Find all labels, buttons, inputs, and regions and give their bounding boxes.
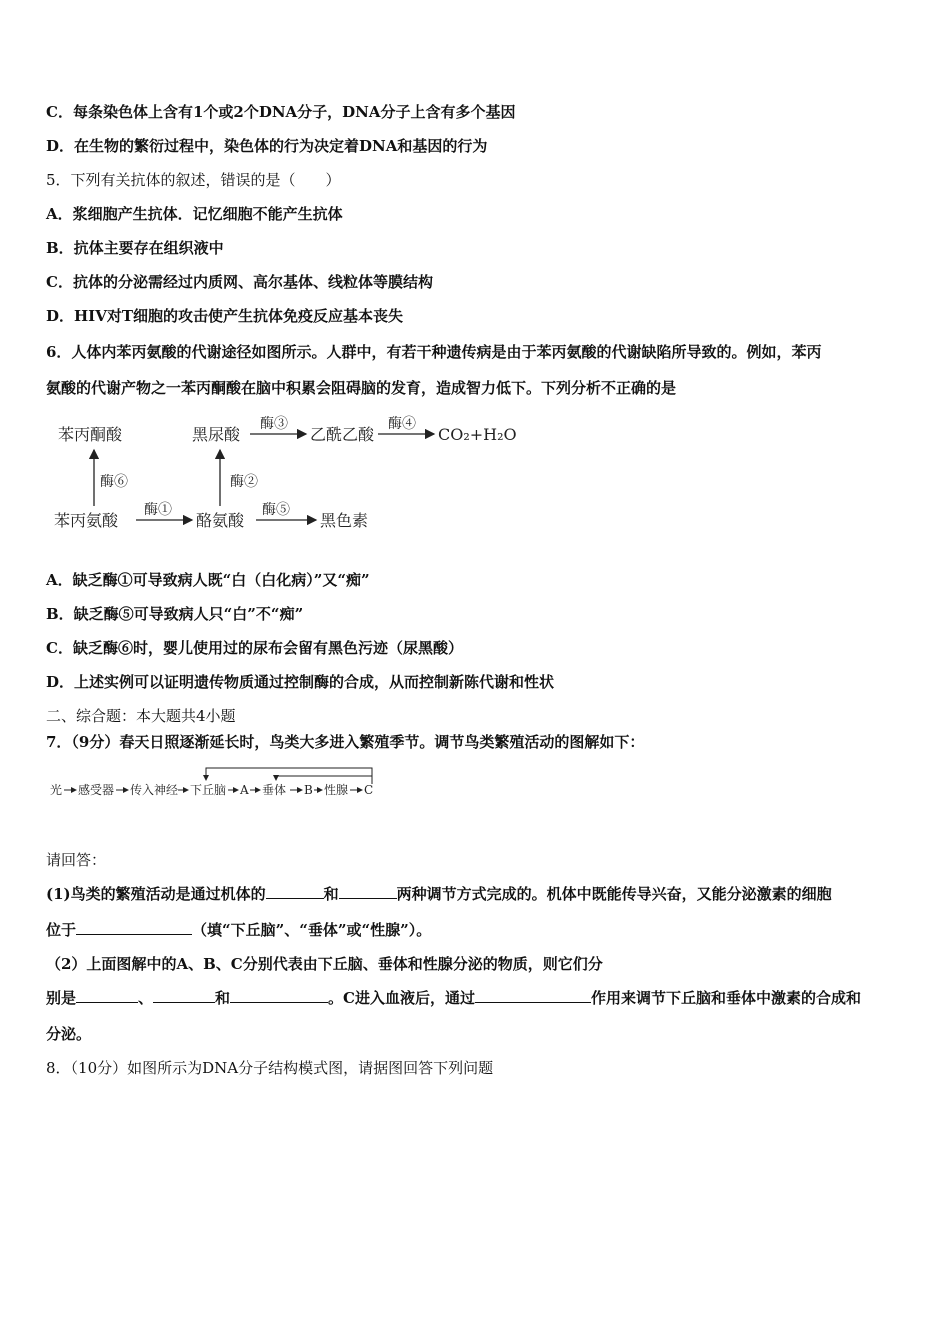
answer-blank-3[interactable] xyxy=(76,920,192,935)
q7-prompt: 请回答： xyxy=(46,851,107,869)
hypothalamus-label: 下丘脑 xyxy=(190,783,227,797)
q5-option-b: B．抗体主要存在组织液中 xyxy=(46,239,224,257)
pituitary-label: 垂体 xyxy=(262,783,287,797)
enzyme6-label: 酶⑥ xyxy=(100,474,128,490)
melanin-label: 黑色素 xyxy=(320,511,369,530)
enzyme2-label: 酶② xyxy=(230,474,258,490)
q7-part1-line2 xyxy=(46,920,431,940)
q7-part2-text-d: 。C进入血液后，通过 xyxy=(328,989,475,1007)
q7-part2-text-a: 别是 xyxy=(46,989,77,1007)
q5-option-d: D．HIV对T细胞的攻击使产生抗体免疫反应基本丧失 xyxy=(46,307,403,325)
q6-stem-line2: 氨酸的代谢产物之一苯丙酮酸在脑中积累会阻碍脑的发育，造成智力低下。下列分析不正确的是 xyxy=(46,379,677,397)
feedback-line-to-pituitary xyxy=(276,776,372,780)
q7-part1-line1 xyxy=(46,884,832,904)
q4-option-c: C．每条染色体上含有1个或2个DNA分子，DNA分子上含有多个基因 xyxy=(46,103,516,121)
answer-blank-5[interactable] xyxy=(153,988,215,1003)
receptor-label: 感受器 xyxy=(78,783,115,797)
acetoacetate-label: 乙酰乙酸 xyxy=(310,425,375,444)
afferent-nerve-label: 传入神经 xyxy=(130,783,179,797)
answer-blank-4[interactable] xyxy=(76,988,138,1003)
enzyme5-label: 酶⑤ xyxy=(262,502,290,518)
q6-option-a: A．缺乏酶①可导致病人既“白（白化病）”又“痴” xyxy=(46,571,370,589)
bird-breeding-regulation-diagram xyxy=(48,764,388,806)
section-heading: 二、综合题：本大题共4小题 xyxy=(46,707,236,725)
q7-part1-text-b: 和 xyxy=(323,885,339,903)
q7-stem: 7．（9分）春天日照逐渐延长时，鸟类大多进入繁殖季节。调节鸟类繁殖活动的图解如下： xyxy=(46,733,645,751)
q4-option-d: D．在生物的繁衍过程中，染色体的行为决定着DNA和基因的行为 xyxy=(46,137,488,155)
answer-blank-6[interactable] xyxy=(230,988,328,1003)
enzyme1-label: 酶① xyxy=(144,502,172,518)
q7-part2-text-e: 作用来调节下丘脑和垂体中激素的合成和 xyxy=(591,989,862,1007)
q7-part1-text-a: (1)鸟类的繁殖活动是通过机体的 xyxy=(46,885,266,903)
q5-option-a: A．浆细胞产生抗体．记忆细胞不能产生抗体 xyxy=(46,205,343,223)
answer-blank-1[interactable] xyxy=(266,884,324,899)
q7-part1-text-c: 两种调节方式完成的。机体中既能传导兴奋，又能分泌激素的细胞 xyxy=(396,885,832,903)
gonad-label: 性腺 xyxy=(324,783,349,797)
enzyme3-label: 酶③ xyxy=(260,416,288,432)
products-label: CO₂+H₂O xyxy=(438,425,517,444)
enzyme4-label: 酶④ xyxy=(388,416,416,432)
q6-option-b: B．缺乏酶⑤可导致病人只“白”不“痴” xyxy=(46,605,304,623)
q7-part1-text-d: 位于 xyxy=(46,921,77,939)
phenylalanine-label: 苯丙氨酸 xyxy=(54,511,119,530)
q7-part2-line1: （2）上面图解中的A、B、C分别代表由下丘脑、垂体和性腺分泌的物质，则它们分 xyxy=(46,955,603,973)
hormone-a-label: A xyxy=(240,783,249,797)
q7-part2-text-c: 和 xyxy=(215,989,231,1007)
phenylpyruvate-label: 苯丙酮酸 xyxy=(58,425,123,444)
light-label: 光 xyxy=(50,783,63,797)
q7-part2-line2 xyxy=(46,988,861,1008)
q7-part2-text-b: 、 xyxy=(138,989,154,1007)
answer-blank-7[interactable] xyxy=(475,988,591,1003)
homogentisate-label: 黑尿酸 xyxy=(192,425,241,444)
q7-part1-text-e: （填“下丘脑”、“垂体”或“性腺”）。 xyxy=(192,921,432,939)
hormone-c-label: C xyxy=(364,783,374,797)
q6-option-c: C．缺乏酶⑥时，婴儿使用过的尿布会留有黑色污迹（尿黑酸） xyxy=(46,639,463,657)
q8-stem: 8．（10分）如图所示为DNA分子结构模式图，请据图回答下列问题 xyxy=(46,1059,494,1077)
q5-stem: 5．下列有关抗体的叙述，错误的是（ ） xyxy=(46,171,341,189)
q6-stem-line1: 6．人体内苯丙氨酸的代谢途径如图所示。人群中，有若干种遗传病是由于苯丙氨酸的代谢缺陷所导致的。例如，苯丙 xyxy=(46,343,822,361)
tyrosine-label: 酪氨酸 xyxy=(196,511,245,530)
q5-option-c: C．抗体的分泌需经过内质网、高尔基体、线粒体等膜结构 xyxy=(46,273,433,291)
q7-part2-line3: 分泌。 xyxy=(46,1025,92,1043)
q6-option-d: D．上述实例可以证明遗传物质通过控制酶的合成，从而控制新陈代谢和性状 xyxy=(46,673,555,691)
phenylalanine-pathway-diagram xyxy=(50,408,530,533)
answer-blank-2[interactable] xyxy=(339,884,397,899)
hormone-b-label: B xyxy=(304,783,313,797)
